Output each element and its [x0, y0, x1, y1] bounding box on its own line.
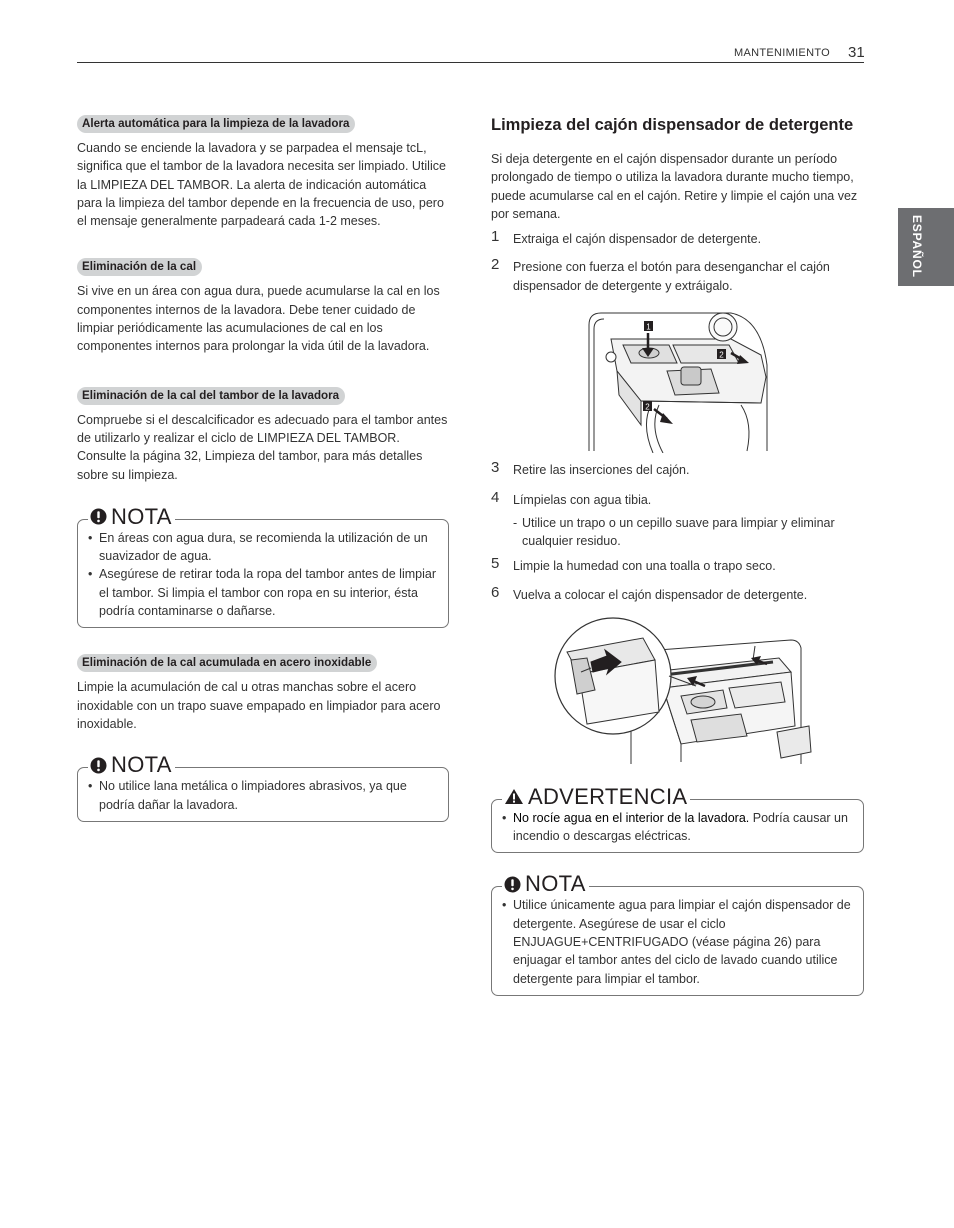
warning-title: ADVERTENCIA [502, 785, 690, 809]
note-item: • Asegúrese de retirar toda la ropa del tambor antes de limpiar el tambor. Si limpia el tambor con ropa en su interior, ésta podría contaminarse o dañarse. [88, 565, 438, 620]
svg-text:2: 2 [645, 402, 650, 412]
substep-text: Utilice un trapo o un cepillo suave para limpiar y eliminar cualquier residuo. [522, 515, 835, 548]
step-number: 4 [491, 489, 500, 507]
header-rule [77, 62, 864, 63]
step-number: 5 [491, 555, 500, 573]
substep-item: - Utilice un trapo o un cepillo suave para limpiar y eliminar cualquier residuo. [513, 515, 835, 548]
section-title: Eliminación de la cal del tambor de la lavadora [77, 387, 345, 405]
exclamation-circle-icon [90, 508, 107, 525]
step-item [491, 461, 864, 479]
step-item [491, 583, 864, 604]
svg-text:2: 2 [719, 350, 724, 360]
left-column [77, 114, 449, 822]
language-tab [898, 208, 954, 286]
step-item [491, 491, 864, 509]
section-stainless-steel [77, 653, 449, 733]
note-box [77, 752, 449, 822]
step-item [491, 230, 864, 248]
note-title: NOTA [502, 872, 589, 896]
note-item: • En áreas con agua dura, se recomienda la utilización de un suavizador de agua. [88, 529, 438, 566]
step-text: Extraiga el cajón dispensador de detergente. [513, 232, 762, 247]
section-body: Si vive en un área con agua dura, puede acumularse la cal en los componentes internos de la lavadora. Debe tener cuidado de limpiar periódicamente las acumulaciones de cal en los componentes internos para prolongar la vida útil de la lavadora. [77, 284, 440, 354]
note-title: NOTA [88, 753, 175, 777]
step-item [491, 557, 864, 575]
warning-triangle-icon [504, 788, 524, 805]
note-item: • No utilice lana metálica o limpiadores abrasivos, ya que podría dañar la lavadora. [88, 777, 438, 814]
section-title: Eliminación de la cal acumulada en acero inoxidable [77, 654, 377, 672]
section-body: Cuando se enciende la lavadora y se parpadea el mensaje tcL, significa que el tambor de la lavadora necesita ser limpiado. Utilice la LIMPIEZA DEL TAMBOR. La alerta de indicación automática para la limpieza del tambor depende en la frecuencia de uso, pero el mensaje generalmente parpadeará cada 1-2 meses. [77, 141, 446, 229]
drawer-insertion-illustration [491, 616, 864, 766]
page-number: 31 [848, 44, 865, 61]
note-box [77, 503, 449, 628]
step-number: 1 [491, 228, 500, 246]
exclamation-circle-icon [504, 876, 521, 893]
section-body: Compruebe si el descalcificador es adecuado para el tambor antes de utilizarlo y realizar el ciclo de LIMPIEZA DEL TAMBOR. Consulte la página 32, Limpieza del tambor, para más detalles sobre su limpieza. [77, 412, 448, 482]
step-text: Presione con fuerza el botón para desenganchar el cajón dispensador de detergente y extráigalo. [513, 260, 830, 293]
intro-text: Si deja detergente en el cajón dispensador durante un período prolongado de tiempo o utiliza la lavadora durante mucho tiempo, puede acumularse cal en el cajón. Retire y limpie el cajón una vez por semana. [491, 152, 858, 221]
warning-item: • No rocíe agua en el interior de la lavadora. Podría causar un incendio o descargas eléctricas. [502, 809, 853, 846]
exclamation-circle-icon [90, 757, 107, 774]
section-title: Eliminación de la cal [77, 258, 202, 276]
step-text: Retire las inserciones del cajón. [513, 463, 690, 478]
svg-text:1: 1 [646, 322, 651, 332]
step-number: 3 [491, 459, 500, 477]
section-title: Alerta automática para la limpieza de la lavadora [77, 115, 355, 133]
header-section-title: MANTENIMIENTO [734, 47, 830, 59]
section-drum-scale [77, 386, 449, 484]
section-auto-alert [77, 114, 449, 230]
language-tab-label: ESPAÑOL [910, 215, 924, 278]
drawer-removal-illustration [491, 305, 864, 453]
step-text: Límpielas con agua tibia. [513, 493, 652, 508]
note-item: • Utilice únicamente agua para limpiar el cajón dispensador de detergente. Asegúrese de usar el ciclo ENJUAGUE+CENTRIFUGADO (véase página 26) para enjuagar el tambor antes del ciclo de lavado cuando utilice detergente para limpiar el tambor. [502, 896, 853, 987]
warning-box [491, 783, 864, 854]
section-heading: Limpieza del cajón dispensador de detergente [491, 116, 854, 134]
note-box [491, 871, 864, 995]
step-number: 2 [491, 256, 500, 274]
section-scale-removal [77, 257, 449, 355]
section-body: Limpie la acumulación de cal u otras manchas sobre el acero inoxidable con un trapo suave empapado en limpiador para acero inoxidable. [77, 680, 441, 731]
step-item [491, 258, 864, 295]
note-title: NOTA [88, 505, 175, 529]
step-text: Limpie la humedad con una toalla o trapo seco. [513, 559, 776, 574]
step-number: 6 [491, 583, 500, 601]
step-text: Vuelva a colocar el cajón dispensador de detergente. [513, 587, 808, 602]
right-column [491, 115, 864, 996]
